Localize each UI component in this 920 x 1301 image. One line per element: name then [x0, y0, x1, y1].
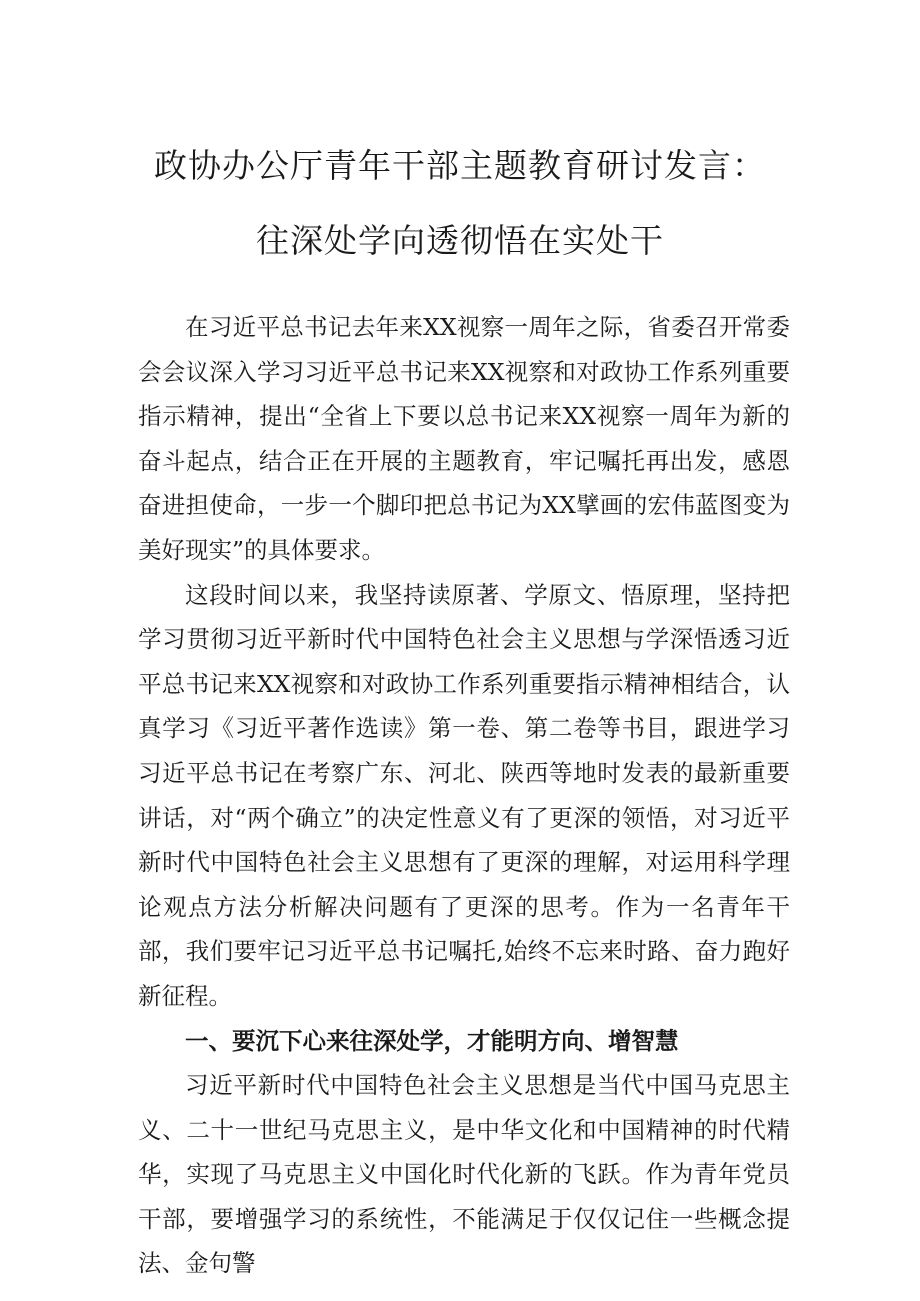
document-title-line-1: 政协办公厅青年干部主题教育研讨发言： [154, 146, 766, 185]
paragraph-3: 习近平新时代中国特色社会主义思想是当代中国马克思主义、二十一世纪马克思主义，是中华文化和中国精神的时代精华，实现了马克思主义中国化时代化新的飞跃。作为青年党员干部，要增强学习的系统性，不能满足于仅仅记住一些概念提法、金句警 [138, 1071, 790, 1278]
paragraph-2: 这段时间以来，我坚持读原著、学原文、悟原理，坚持把学习贯彻习近平新时代中国特色社会主义思想与学深悟透习近平总书记来XX视察和对政协工作系列重要指示精神相结合，认真学习《习近平著作选读》第一卷、第二卷等书目，跟进学习习近平总书记在考察广东、河北、陕西等地时发表的最新重要讲话，对“两个确立”的决定性意义有了更深的领悟，对习近平新时代中国特色社会主义思想有了更深的理解，对运用科学理论观点方法分析解决问题有了更深的思考。作为一名青年干部，我们要牢记习近平总书记嘱托,始终不忘来时路、奋力跑好新征程。 [138, 580, 790, 1010]
paragraph-1: 在习近平总书记去年来XX视察一周年之际，省委召开常委会会议深入学习习近平总书记来XX视察和对政协工作系列重要指示精神，提出“全省上下要以总书记来XX视察一周年为新的奋斗起点，结合正在开展的主题教育，牢记嘱托再出发，感恩奋进担使命，一步一个脚印把总书记为XX擘画的宏伟蓝图变为美好现实”的具体要求。 [138, 313, 790, 564]
document-body [138, 305, 790, 1286]
section-heading-1: 一、要沉下心来往深处学，才能明方向、增智慧 [185, 1026, 679, 1055]
document-title-line-2: 往深处学向透彻悟在实处干 [256, 221, 664, 260]
